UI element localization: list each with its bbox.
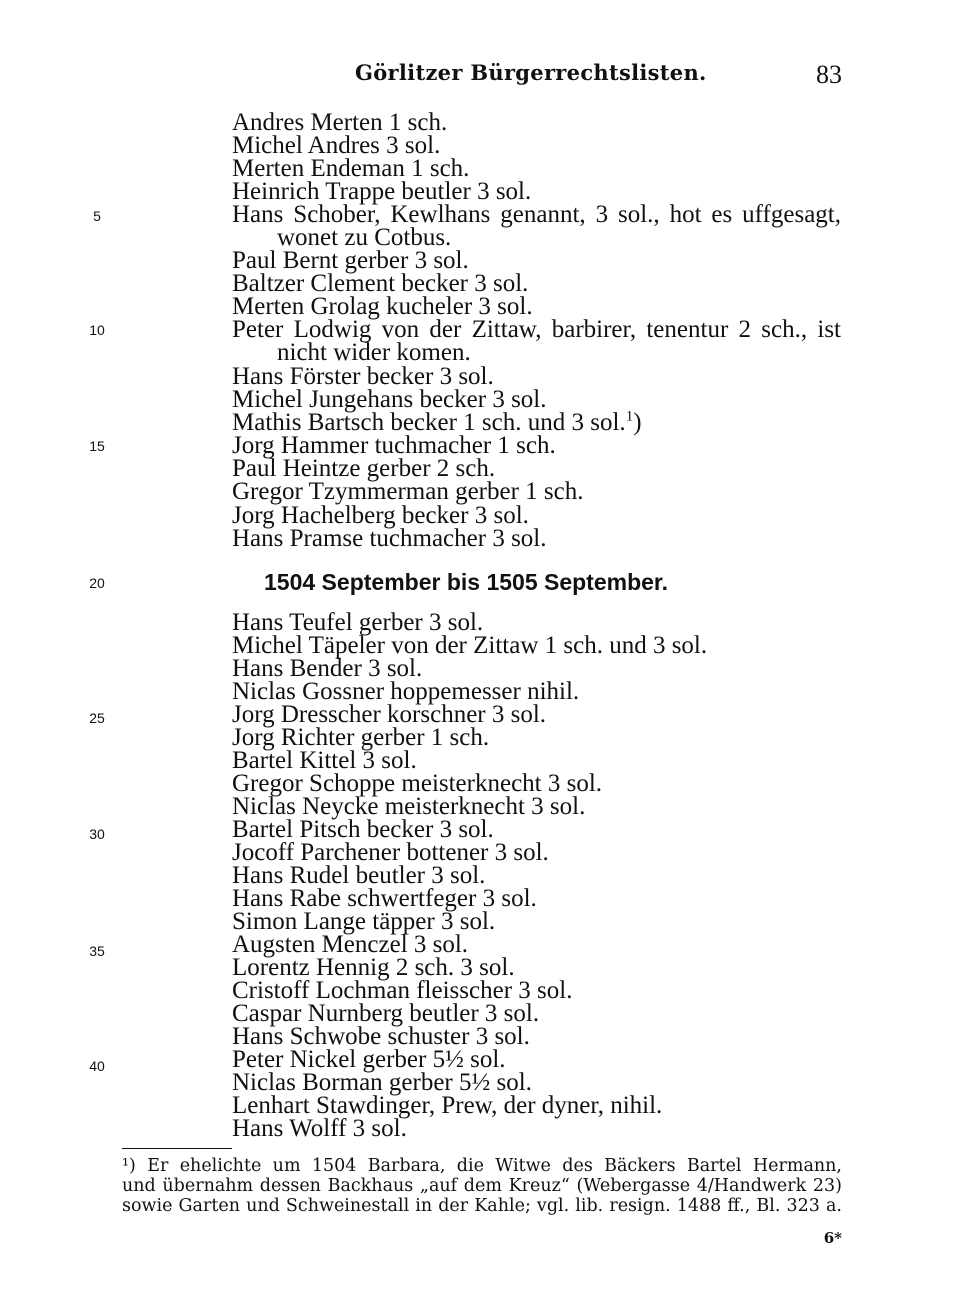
line-number: 15 [89,438,105,454]
register-entry: Hans Wolff 3 sol. [232,1115,407,1142]
register-entry: Bartel Pitsch becker 3 sol. [232,816,494,843]
register-entry-continuation: wonet zu Cotbus. [277,224,452,251]
register-entry: Peter Nickel gerber 5½ sol. [232,1046,506,1073]
register-entry: Caspar Nurnberg beutler 3 sol. [232,1000,540,1027]
register-entry: Simon Lange täpper 3 sol. [232,908,496,935]
running-title: Görlitzer Bürgerrechtslisten. [355,60,707,85]
register-entry: Michel Täpeler von der Zittaw 1 sch. und 3 sol. [232,632,708,659]
line-number: 35 [89,943,105,959]
register-entry: Hans Rudel beutler 3 sol. [232,862,486,889]
register-entry: Jorg Hachelberg becker 3 sol. [232,502,529,529]
register-entry: Jocoff Parchener bottener 3 sol. [232,839,549,866]
register-entry: Merten Endeman 1 sch. [232,155,470,182]
page-number: 83 [816,60,842,89]
register-entry: Heinrich Trappe beutler 3 sol. [232,178,532,205]
footnote-line: und übernahm dessen Backhaus „auf dem Kreuz“ (Webergasse 4/Handwerk 23) [122,1176,842,1196]
register-entry-with-footnote: Mathis Bartsch becker 1 sch. und 3 sol.$^1$) [232,408,642,436]
line-number: 5 [93,208,101,224]
signature-mark: 6* [823,1229,842,1247]
line-number: 10 [89,322,105,338]
register-entry: Hans Schwobe schuster 3 sol. [232,1023,530,1050]
register-entry: Jorg Richter gerber 1 sch. [232,724,490,751]
footnote-reference: 1 [625,408,634,425]
register-entry: Lenhart Stawdinger, Prew, der dyner, nihil. [232,1092,663,1119]
footnote-divider [122,1148,232,1149]
register-entry: Paul Heintze gerber 2 sch. [232,455,496,482]
register-entry: Jorg Dresscher korschner 3 sol. [232,701,547,728]
register-entry: Michel Andres 3 sol. [232,132,441,159]
register-entry: Augsten Menczel 3 sol. [232,931,469,958]
register-entry: Paul Bernt gerber 3 sol. [232,247,469,274]
register-entry: Bartel Kittel 3 sol. [232,747,417,774]
line-number: 20 [89,575,105,591]
register-entry: Cristoff Lochman fleisscher 3 sol. [232,977,573,1004]
register-entry-continuation: nicht wider komen. [277,339,471,366]
register-entry: Hans Förster becker 3 sol. [232,363,494,390]
line-number: 25 [89,710,105,726]
register-entry: Niclas Neycke meisterknecht 3 sol. [232,793,586,820]
register-entry: Niclas Borman gerber 5½ sol. [232,1069,532,1096]
register-entry: Gregor Schoppe meisterknecht 3 sol. [232,770,603,797]
footnote-line: sowie Garten und Schweinestall in der Kahle; vgl. lib. resign. 1488 ff., Bl. 323 a. [122,1196,842,1216]
line-number: 30 [89,826,105,842]
register-entry: Lorentz Hennig 2 sch. 3 sol. [232,954,515,981]
register-entry: Baltzer Clement becker 3 sol. [232,270,529,297]
register-entry: Jorg Hammer tuchmacher 1 sch. [232,432,556,459]
register-entry: Gregor Tzymmerman gerber 1 sch. [232,478,584,505]
register-entry: Hans Teufel gerber 3 sol. [232,609,484,636]
register-entry: Hans Rabe schwertfeger 3 sol. [232,885,537,912]
footnote-marker: ¹) [122,1156,136,1176]
register-entry: Peter Lodwig von der Zittaw, barbirer, tenentur 2 sch., ist [232,316,841,343]
register-entry: Andres Merten 1 sch. [232,109,448,136]
register-entry: Michel Jungehans becker 3 sol. [232,386,547,413]
register-entry: Merten Grolag kucheler 3 sol. [232,293,533,320]
register-entry: Hans Bender 3 sol. [232,655,423,682]
footnote-line: ¹) Er ehelichte um 1504 Barbara, die Witwe des Bäckers Bartel Hermann, [122,1156,842,1176]
register-entry: Niclas Gossner hoppemesser nihil. [232,678,580,705]
register-entry: Hans Pramse tuchmacher 3 sol. [232,525,547,552]
section-heading: 1504 September bis 1505 September. [264,569,668,595]
line-number: 40 [89,1058,105,1074]
register-entry: Hans Schober, Kewlhans genannt, 3 sol., hot es uffgesagt, [232,201,841,228]
